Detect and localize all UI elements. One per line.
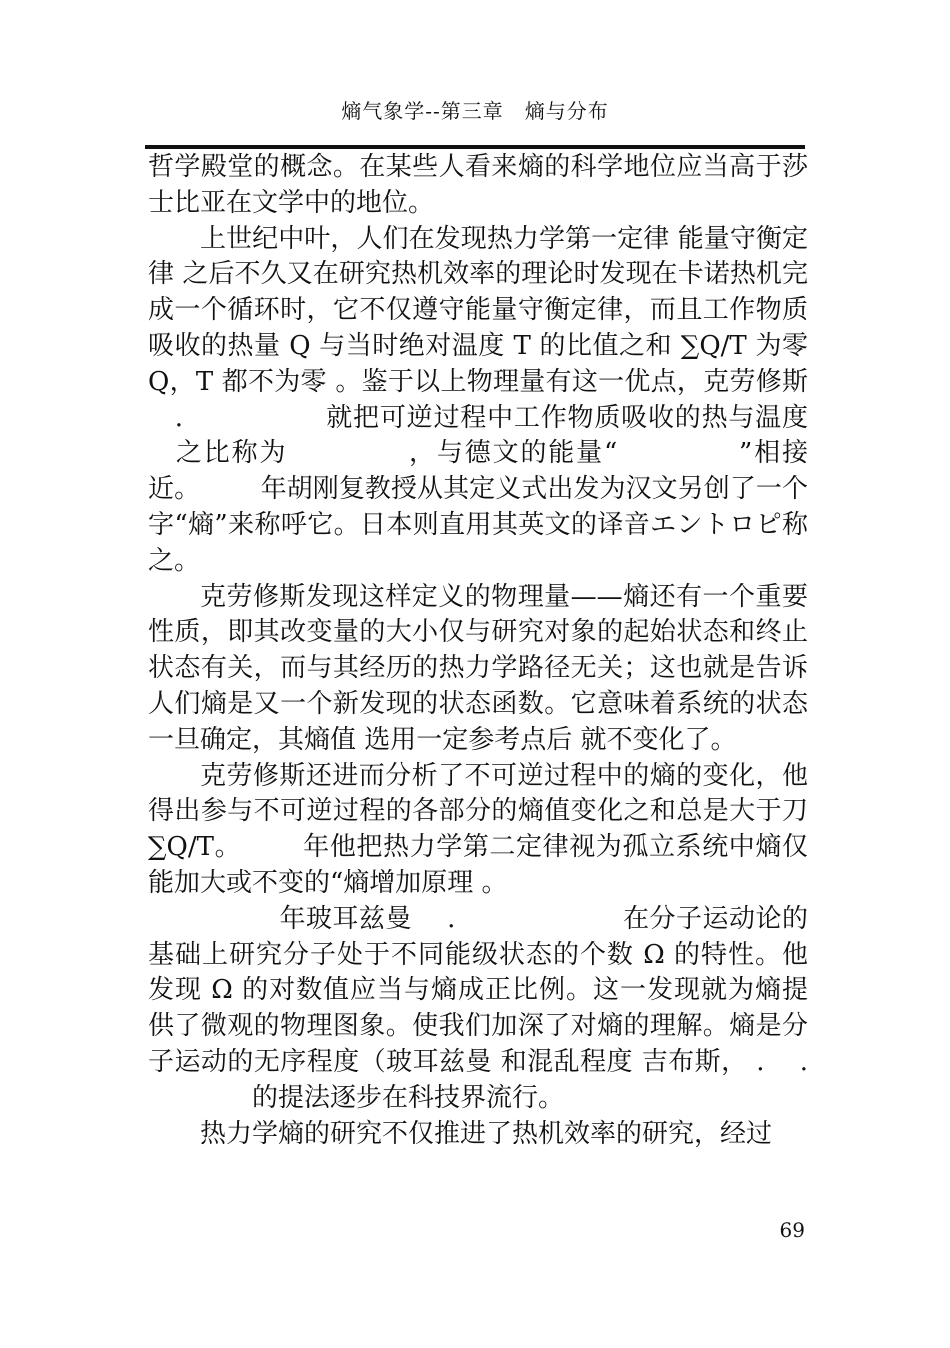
paragraph-6: 热力学熵的研究不仅推进了热机效率的研究，经过	[200, 1118, 773, 1149]
running-header: 熵气象学--第三章 熵与分布	[341, 99, 609, 123]
body-text	[148, 150, 808, 1152]
paragraph-2: 上世纪中叶，人们在发现热力学第一定律 能量守衡定律 之后不久又在研究热机效率的理论时发现在卡诺热机完成一个循环时，它不仅遵守能量守衡定律，而且工作物质吸收的热量 Q 与当时绝对温度 T 的比值之和 ∑Q/T 为零 Q，T 都不为零 。鉴于以上物理量有这一优点，克劳修斯 . 就把可逆过程中工作物质吸收的热与温度 之比称为 ，与德文的能量“ ”相接近。 年胡刚复教授从其定义式出发为汉文另创了一个字“熵”来称呼它。日本则直用其英文的译音エントロピ称之。	[148, 223, 808, 576]
header-rule	[145, 145, 805, 149]
paragraph-5: 年玻耳兹曼 . 在分子运动论的基础上研究分子处于不同能级状态的个数 Ω 的特性。他发现 Ω 的对数值应当与熵成正比例。这一发现就为熵提供了微观的物理图象。使我们加深了对熵的理解。熵是分子运动的无序程度（玻耳兹曼 和混乱程度 吉布斯， . . 的提法逐步在科技界流行。	[148, 903, 808, 1113]
paragraph-1: 哲学殿堂的概念。在某些人看来熵的科学地位应当高于莎士比亚在文学中的地位。	[148, 152, 808, 218]
paragraph-3: 克劳修斯发现这样定义的物理量——熵还有一个重要性质，即其改变量的大小仅与研究对象的起始状态和终止状态有关，而与其经历的热力学路径无关；这也就是告诉人们熵是又一个新发现的状态函数。它意味着系统的状态一旦确定，其熵值 选用一定参考点后 就不变化了。	[148, 581, 808, 755]
page-number: 69	[779, 1218, 805, 1242]
paragraph-4: 克劳修斯还进而分析了不可逆过程中的熵的变化，他得出参与不可逆过程的各部分的熵值变化之和总是大于刀∑Q/T。 年他把热力学第二定律视为孤立系统中熵仅能加大或不变的“熵增加原理 。	[148, 760, 808, 898]
